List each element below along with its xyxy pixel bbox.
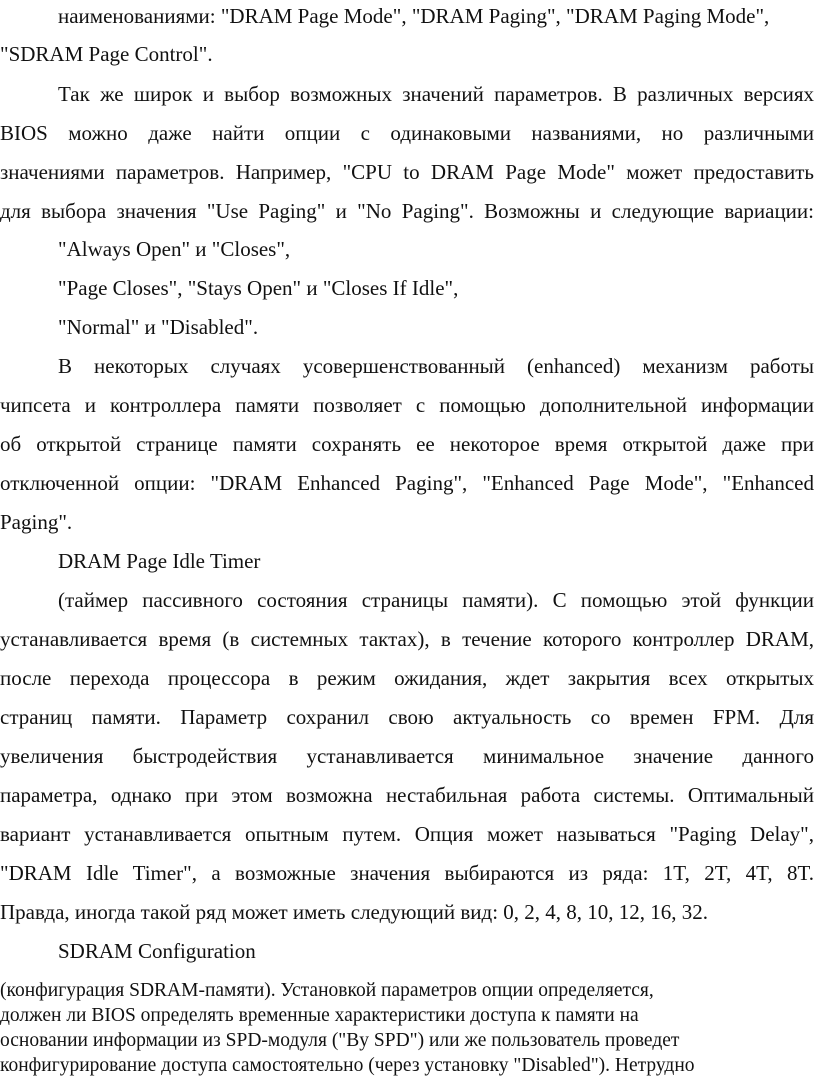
- text-line: (конфигурация SDRAM-памяти). Установкой параметров опции определяется,: [0, 980, 654, 1001]
- section-heading: DRAM Page Idle Timer: [58, 549, 261, 573]
- text-line: (таймер пассивного состояния страницы памяти). С помощью этой функции: [58, 588, 814, 612]
- text-line: страниц памяти. Параметр сохранил свою актуальность со времен FPM. Для: [0, 705, 814, 729]
- section-heading: SDRAM Configuration: [58, 939, 256, 963]
- text-line: В некоторых случаях усовершенствованный (enhanced) механизм работы: [58, 354, 814, 378]
- text-line: увеличения быстродействия устанавливается минимальное значение данного: [0, 744, 814, 768]
- text-line: "DRAM Idle Timer", а возможные значения выбираются из ряда: 1T, 2T, 4T, 8T.: [0, 861, 814, 885]
- text-line: параметра, однако при этом возможна нестабильная работа системы. Оптимальный: [0, 783, 814, 807]
- text-line: чипсета и контроллера памяти позволяет с помощью дополнительной информации: [0, 393, 814, 417]
- text-line: конфигурирование доступа самостоятельно (через установку "Disabled"). Нетрудно: [0, 1055, 695, 1076]
- text-line: после перехода процессора в режим ожидания, ждет закрытия всех открытых: [0, 666, 814, 690]
- text-line: Так же широк и выбор возможных значений параметров. В различных версиях: [58, 82, 814, 106]
- text-line: значениями параметров. Например, "CPU to DRAM Page Mode" может предоставить: [0, 160, 814, 184]
- text-line: BIOS можно даже найти опции с одинаковыми названиями, но различными: [0, 121, 814, 145]
- text-line: для выбора значения "Use Paging" и "No Paging". Возможны и следующие вариации:: [0, 199, 814, 223]
- list-item: "Page Closes", "Stays Open" и "Closes If Idle",: [58, 276, 459, 300]
- text-line: устанавливается время (в системных тактах), в течение которого контроллер DRAM,: [0, 627, 814, 651]
- text-line: Paging".: [0, 510, 73, 534]
- text-line: "SDRAM Page Control".: [0, 42, 213, 66]
- text-line: основании информации из SPD-модуля ("By SPD") или же пользователь проведет: [0, 1030, 680, 1051]
- text-line: Правда, иногда такой ряд может иметь следующий вид: 0, 2, 4, 8, 10, 12, 16, 32.: [0, 900, 709, 924]
- list-item: "Normal" и "Disabled".: [58, 315, 259, 339]
- text-line: вариант устанавливается опытным путем. Опция может называться "Paging Delay",: [0, 822, 814, 846]
- text-line: должен ли BIOS определять временные характеристики доступа к памяти на: [0, 1005, 639, 1026]
- text-line: наименованиями: "DRAM Page Mode", "DRAM Paging", "DRAM Paging Mode",: [58, 4, 770, 28]
- text-line: отключенной опции: "DRAM Enhanced Paging", "Enhanced Page Mode", "Enhanced: [0, 471, 814, 495]
- list-item: "Always Open" и "Closes",: [58, 237, 291, 261]
- text-line: об открытой странице памяти сохранять ее некоторое время открытой даже при: [0, 432, 814, 456]
